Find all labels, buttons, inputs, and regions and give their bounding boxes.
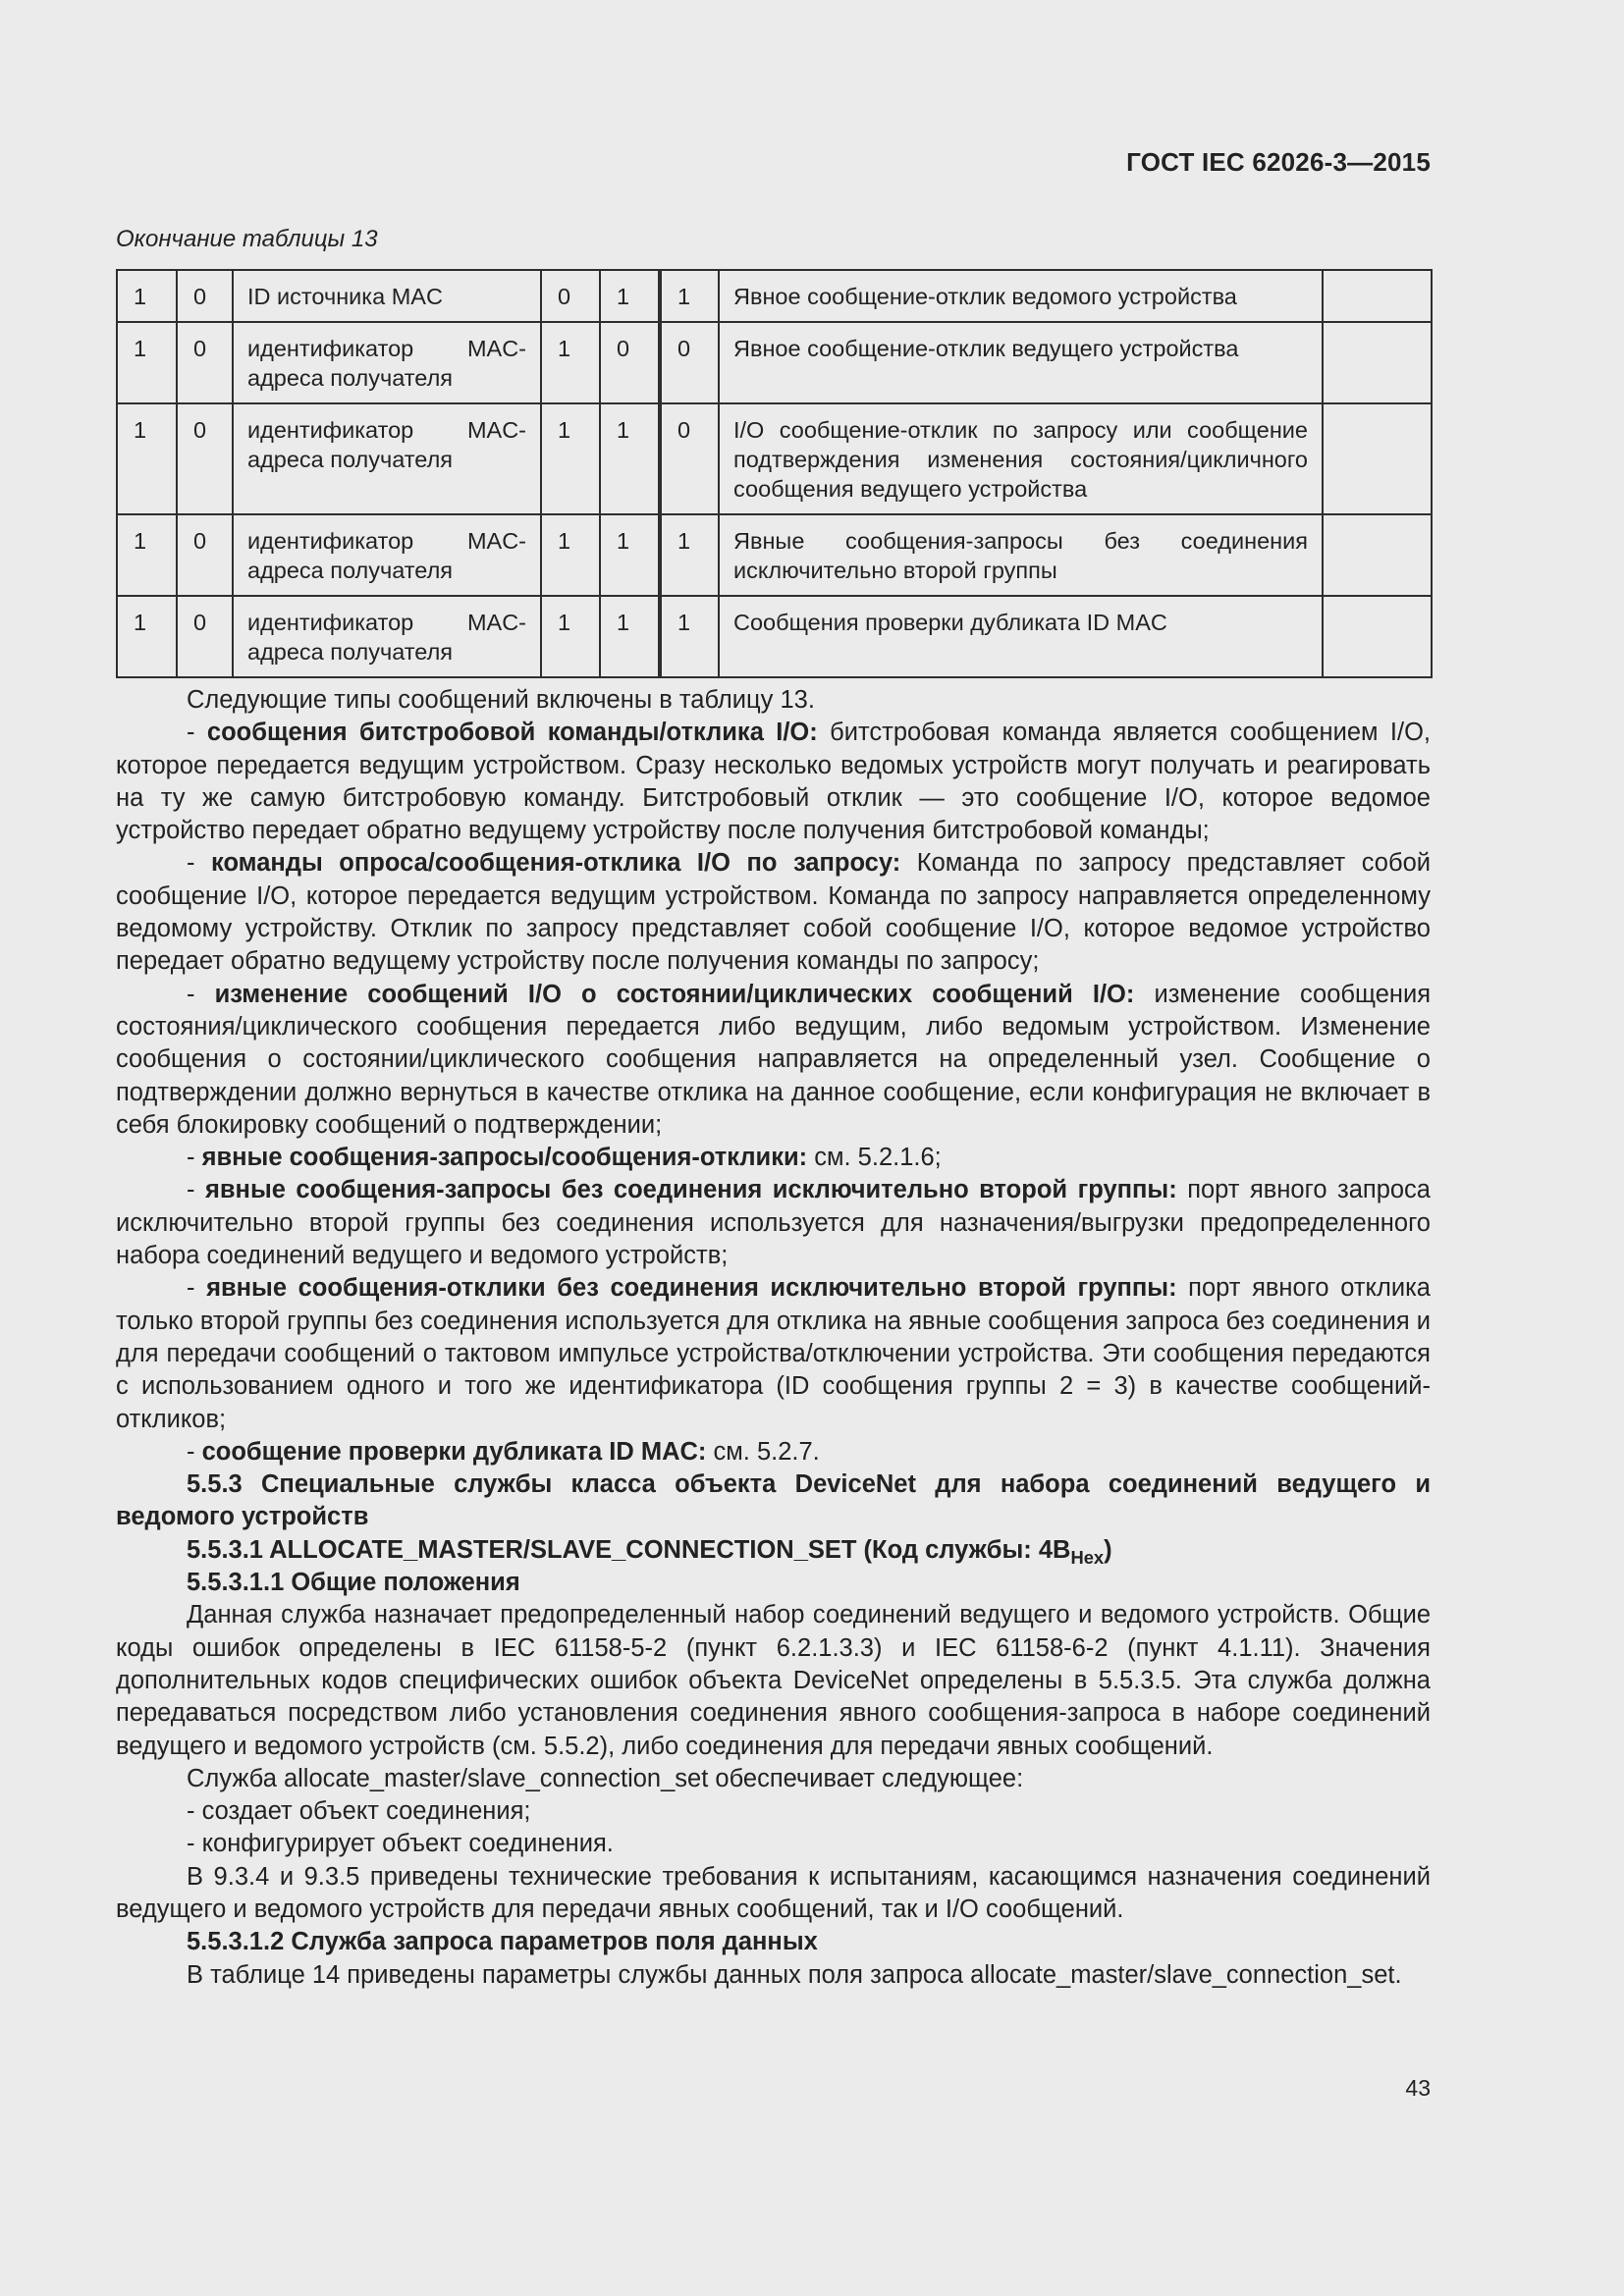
cell: 1 bbox=[541, 322, 600, 403]
cell: 1 bbox=[117, 270, 177, 322]
cell: 1 bbox=[660, 514, 719, 596]
table-row bbox=[117, 596, 1432, 677]
paragraph: Служба allocate_master/slave_connection_set обеспечивает следующее: bbox=[187, 1764, 1024, 1792]
paragraph: В 9.3.4 и 9.3.5 приведены технические требования к испытаниям, касающимся назначения соединений ведущего и ведомого устройств для передачи явных сообщений, так и I/O сообщений. bbox=[116, 1862, 1431, 1923]
cell: ID источника MAC bbox=[233, 270, 541, 322]
dash: - bbox=[187, 719, 207, 747]
list-item bbox=[116, 847, 1431, 978]
definition: изменение сообщения состояния/циклического сообщения передается либо ведущим, либо ведомым устройством. Изменение сообщения о состоянии/циклического сообщения направляется на определенный узел. Сообщение о подтверждении должно вернуться в качестве отклика на данное сообщение, если конфигурация не включает в себя блокировку сообщений о подтверждении; bbox=[116, 980, 1432, 1139]
cell: 1 bbox=[117, 403, 177, 514]
list-item: - конфигурирует объект соединения. bbox=[187, 1830, 614, 1858]
section-heading: 5.5.3.1.1 Общие положения bbox=[187, 1569, 520, 1597]
cell: 1 bbox=[660, 270, 719, 322]
cell: 0 bbox=[660, 403, 719, 514]
paragraph: Данная служба назначает предопределенный набор соединений ведущего и ведомого устройств. Общие коды ошибок определены в IEC 61158-5-2 (пункт 6.2.1.3.3) и IEC 61158-6-2 (пункт 4.1.11). Значения дополнительных кодов специфических ошибок объекта DeviceNet определены в 5.5.3.5. Эта служба должна передаваться посредством либо установления соединения явного сообщения-запроса в наборе соединений ведущего и ведомого устройств (см. 5.5.2), либо соединения для передачи явных сообщений. bbox=[116, 1601, 1431, 1760]
cell: Явное сообщение-отклик ведущего устройства bbox=[719, 322, 1323, 403]
definition: порт явного отклика только второй группы без соединения используется для отклика на явные сообщения запроса без соединения и для передачи сообщений о тактовом импульсе устройства/отключении устройства. Эти сообщения передаются с использованием одного и того же идентификатора (ID сообщения группы 2 = 3) в качестве сообщений-откликов; bbox=[116, 1274, 1431, 1433]
cell: Явные сообщения-запросы без соединения исключительно второй группы bbox=[719, 514, 1323, 596]
intro-paragraph: Следующие типы сообщений включены в таблицу 13. bbox=[187, 686, 815, 714]
term: сообщение проверки дубликата ID MAC: bbox=[201, 1437, 707, 1466]
page-number: 43 bbox=[1405, 2075, 1431, 2101]
cell: 0 bbox=[600, 322, 660, 403]
cell: 1 bbox=[541, 514, 600, 596]
definition: порт явного запроса исключительно второй группы без соединения используется для назначения/выгрузки предопределенного набора соединений ведущего и ведомого устройств; bbox=[116, 1176, 1431, 1270]
definition: битстробовая команда является сообщением I/O, которое передается ведущим устройством. Сразу несколько ведомых устройств могут получать и реагировать на ту же самую битстробовую команду. Битстробовый отклик — это сообщение I/O, которое ведомое устройство передает обратно ведущему устройству после получения битстробовой команды; bbox=[116, 719, 1432, 845]
list-item bbox=[116, 717, 1431, 847]
dash: - bbox=[187, 1274, 207, 1303]
section-heading: 5.5.3.1 ALLOCATE_MASTER/SLAVE_CONNECTION_SET (Код службы: $4B_{Hex}$) bbox=[187, 1535, 1112, 1568]
cell: 1 bbox=[600, 403, 660, 514]
table-row bbox=[117, 514, 1432, 596]
definition: см. 5.2.7. bbox=[706, 1437, 820, 1466]
table-13 bbox=[116, 269, 1433, 678]
cell: 1 bbox=[600, 514, 660, 596]
cell bbox=[1323, 270, 1432, 322]
cell: 1 bbox=[117, 322, 177, 403]
cell: 0 bbox=[177, 514, 233, 596]
dash: - bbox=[187, 980, 215, 1008]
dash: - bbox=[187, 1437, 202, 1466]
list-item bbox=[116, 1174, 1431, 1272]
standard-code: ГОСТ IEC 62026-3—2015 bbox=[1126, 147, 1431, 177]
definition: см. 5.2.1.6; bbox=[807, 1144, 942, 1172]
dash: - bbox=[187, 1176, 205, 1204]
cell: 0 bbox=[177, 596, 233, 677]
dash: - bbox=[187, 849, 212, 878]
term: команды опроса/сообщения-отклика I/O по запросу: bbox=[211, 849, 901, 878]
cell: 0 bbox=[177, 403, 233, 514]
cell: 1 bbox=[117, 514, 177, 596]
term: изменение сообщений I/O о состоянии/циклических сообщений I/O: bbox=[214, 980, 1135, 1008]
term: сообщения битстробовой команды/отклика I/O: bbox=[206, 719, 818, 747]
dash: - bbox=[187, 1144, 202, 1172]
cell: 0 bbox=[177, 270, 233, 322]
cell: идентификатор MAC-адреса получателя bbox=[233, 403, 541, 514]
cell bbox=[1323, 596, 1432, 677]
cell: 1 bbox=[541, 403, 600, 514]
cell: идентификатор MAC-адреса получателя bbox=[233, 322, 541, 403]
list-item bbox=[116, 1142, 1431, 1174]
section-heading: 5.5.3 Специальные службы класса объекта DeviceNet для набора соединений ведущего и ведомого устройств bbox=[116, 1470, 1431, 1531]
cell: 0 bbox=[660, 322, 719, 403]
list-item: - создает объект соединения; bbox=[187, 1797, 531, 1826]
list-item bbox=[116, 979, 1431, 1142]
table-row bbox=[117, 270, 1432, 322]
cell: Сообщения проверки дубликата ID MAC bbox=[719, 596, 1323, 677]
definition: Команда по запросу представляет собой сообщение I/O, которое передается ведущим устройством. Команда по запросу направляется определенному ведомому устройству. Отклик по запросу представляет собой сообщение I/O, которое ведомое устройство передает обратно ведущему устройству после получения команды по запросу; bbox=[116, 849, 1431, 976]
cell bbox=[1323, 514, 1432, 596]
cell: 1 bbox=[117, 596, 177, 677]
list-item bbox=[116, 1272, 1431, 1435]
cell: 1 bbox=[600, 270, 660, 322]
cell: идентификатор MAC-адреса получателя bbox=[233, 596, 541, 677]
term: явные сообщения-запросы без соединения исключительно второй группы: bbox=[204, 1176, 1177, 1204]
cell bbox=[1323, 403, 1432, 514]
list-item bbox=[116, 1436, 1431, 1468]
table-caption: Окончание таблицы 13 bbox=[116, 226, 378, 252]
term: явные сообщения-отклики без соединения исключительно второй группы: bbox=[206, 1274, 1177, 1303]
cell: 1 bbox=[660, 596, 719, 677]
cell: 0 bbox=[177, 322, 233, 403]
cell bbox=[1323, 322, 1432, 403]
cell: идентификатор MAC-адреса получателя bbox=[233, 514, 541, 596]
table-row bbox=[117, 322, 1432, 403]
cell: 1 bbox=[541, 596, 600, 677]
cell: 0 bbox=[541, 270, 600, 322]
body-text bbox=[116, 684, 1431, 1992]
section-heading: 5.5.3.1.2 Служба запроса параметров поля данных bbox=[187, 1928, 818, 1956]
term: явные сообщения-запросы/сообщения-отклики: bbox=[201, 1144, 808, 1172]
table-row bbox=[117, 403, 1432, 514]
cell: 1 bbox=[600, 596, 660, 677]
paragraph: В таблице 14 приведены параметры службы данных поля запроса allocate_master/slave_connection_set. bbox=[187, 1960, 1402, 1989]
cell: Явное сообщение-отклик ведомого устройства bbox=[719, 270, 1323, 322]
cell: I/O сообщение-отклик по запросу или сообщение подтверждения изменения состояния/цикличного сообщения ведущего устройства bbox=[719, 403, 1323, 514]
